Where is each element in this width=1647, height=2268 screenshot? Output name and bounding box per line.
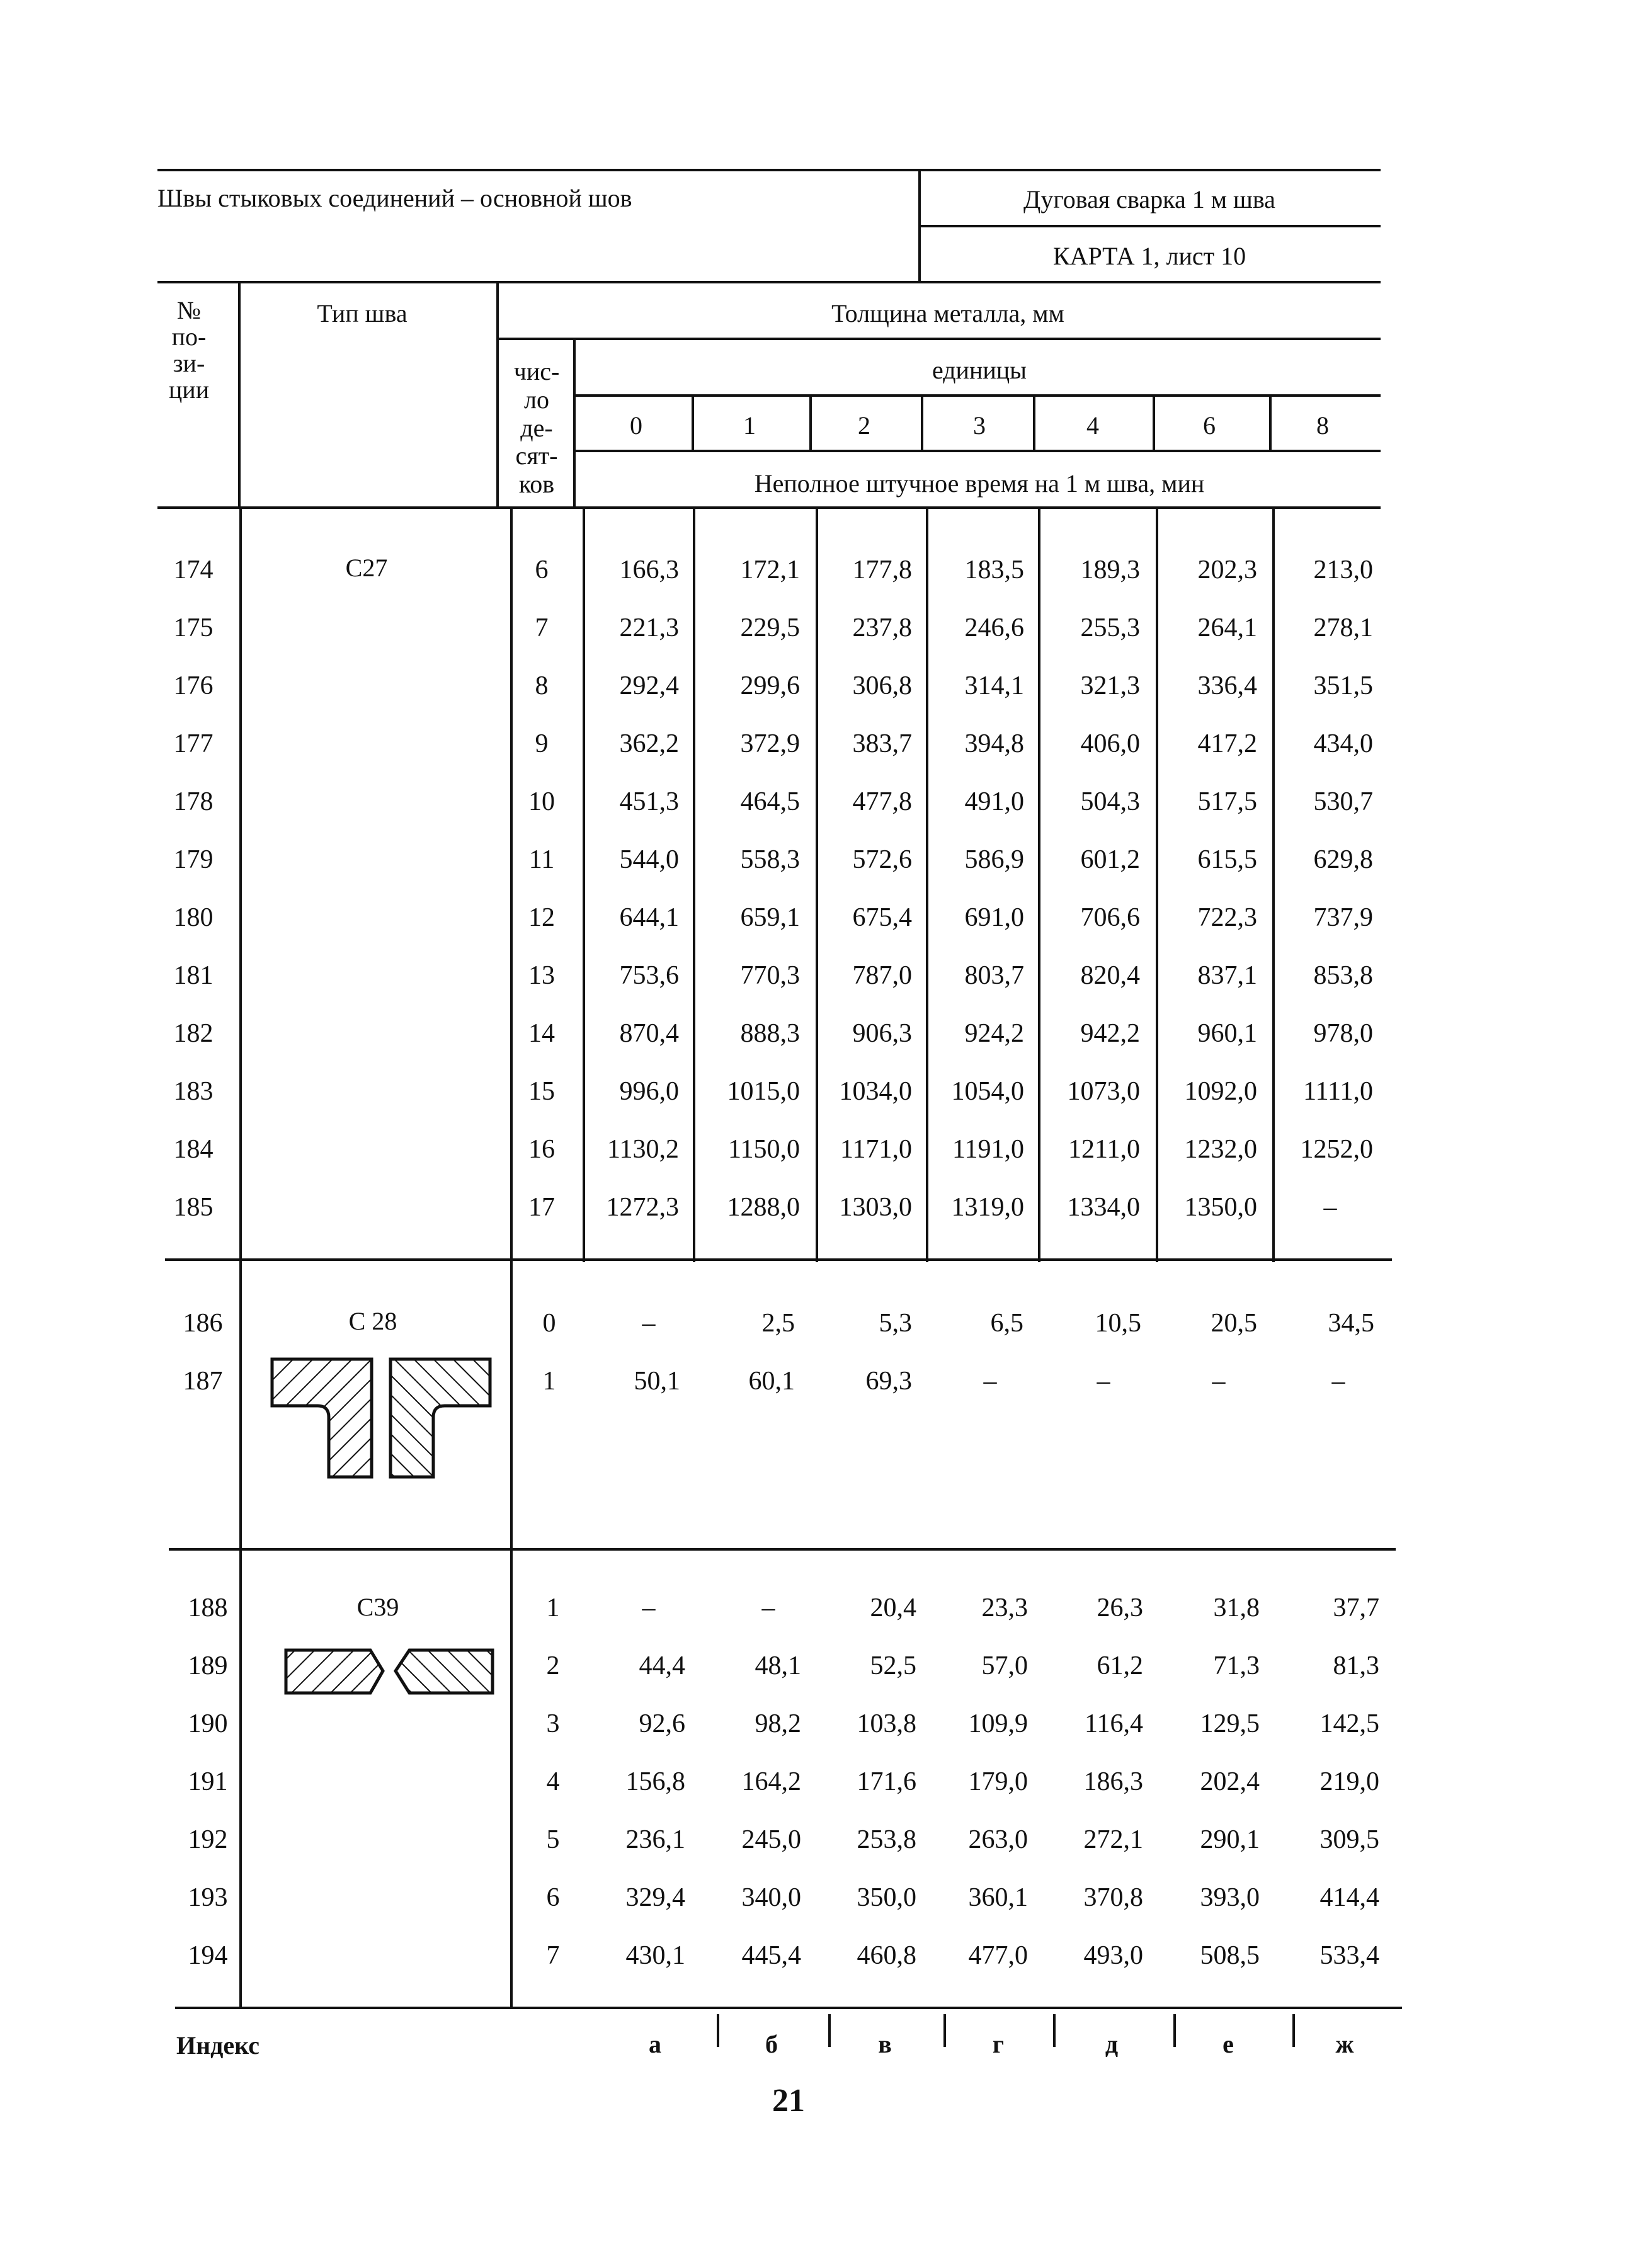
thickness-rule bbox=[496, 338, 1381, 340]
table-cell: 263,0 bbox=[968, 1825, 1028, 1854]
table-cell: 98,2 bbox=[755, 1709, 801, 1738]
table-row-pos: 185 bbox=[173, 1193, 214, 1222]
table-cell: 1350,0 bbox=[1184, 1193, 1257, 1222]
table-cell: 533,4 bbox=[1319, 1941, 1379, 1970]
header-vline-3 bbox=[573, 338, 576, 508]
body-vline-c5 bbox=[1156, 506, 1158, 1262]
table-cell: 236,1 bbox=[625, 1825, 685, 1854]
seam-type-c27: С27 bbox=[345, 554, 388, 582]
table-row-pos: 178 bbox=[173, 787, 214, 816]
table-cell: 1191,0 bbox=[952, 1135, 1024, 1164]
index-tick-5 bbox=[1173, 2014, 1176, 2047]
table-cell: 183,5 bbox=[964, 556, 1024, 584]
header-vline-7 bbox=[1033, 394, 1035, 451]
body-vline-pos bbox=[239, 506, 242, 2008]
welding-title: Дуговая сварка 1 м шва bbox=[1023, 185, 1275, 214]
table-cell: 722,3 bbox=[1197, 903, 1257, 932]
index-letter: ж bbox=[1335, 2030, 1354, 2058]
table-cell: 820,4 bbox=[1080, 961, 1140, 990]
index-tick-2 bbox=[828, 2014, 831, 2047]
table-cell: 351,5 bbox=[1313, 671, 1373, 700]
index-letter: в bbox=[878, 2030, 892, 2058]
index-letter: д bbox=[1105, 2030, 1119, 2058]
table-row-pos: 179 bbox=[173, 845, 214, 874]
table-cell: 81,3 bbox=[1333, 1651, 1379, 1680]
body-vline-c4 bbox=[1038, 506, 1040, 1262]
table-row-pos: 180 bbox=[173, 903, 214, 932]
table-cell: 272,1 bbox=[1083, 1825, 1143, 1854]
table-cell: 460,8 bbox=[857, 1941, 916, 1970]
card-label: КАРТА 1, лист 10 bbox=[1052, 242, 1246, 270]
table-cell: 477,8 bbox=[852, 787, 912, 816]
table-row-tens: 7 bbox=[546, 1941, 560, 1970]
unit-3: 3 bbox=[973, 411, 986, 440]
table-cell: 445,4 bbox=[741, 1941, 801, 1970]
header-vline-4 bbox=[692, 394, 694, 451]
table-row-pos: 190 bbox=[188, 1709, 228, 1738]
table-cell: 60,1 bbox=[748, 1367, 795, 1396]
table-cell: 517,5 bbox=[1197, 787, 1257, 816]
table-cell: 434,0 bbox=[1313, 729, 1373, 758]
table-cell: 278,1 bbox=[1313, 613, 1373, 642]
table-cell: 177,8 bbox=[852, 556, 912, 584]
table-cell: 659,1 bbox=[740, 903, 800, 932]
table-cell: 1171,0 bbox=[840, 1135, 912, 1164]
table-cell: 675,4 bbox=[852, 903, 912, 932]
table-cell: 530,7 bbox=[1313, 787, 1373, 816]
table-cell: 837,1 bbox=[1197, 961, 1257, 990]
header-vline-2 bbox=[496, 281, 499, 508]
index-label: Индекс bbox=[176, 2031, 259, 2060]
seam-c39-sketch-icon bbox=[282, 1643, 496, 1703]
table-cell: 1252,0 bbox=[1300, 1135, 1373, 1164]
table-row-pos: 182 bbox=[173, 1019, 214, 1048]
table-row-tens: 13 bbox=[528, 961, 555, 990]
table-cell: 142,5 bbox=[1319, 1709, 1379, 1738]
table-cell: 393,0 bbox=[1200, 1883, 1260, 1912]
table-row-tens: 8 bbox=[535, 671, 549, 700]
table-cell: 1073,0 bbox=[1067, 1077, 1140, 1106]
units-rule bbox=[573, 394, 1381, 397]
header-vline-1 bbox=[238, 281, 241, 508]
table-cell: 572,6 bbox=[852, 845, 912, 874]
table-row-pos: 194 bbox=[188, 1941, 228, 1970]
table-cell: 202,3 bbox=[1197, 556, 1257, 584]
table-row-pos: 186 bbox=[183, 1309, 223, 1338]
table-cell: 1211,0 bbox=[1068, 1135, 1140, 1164]
table-cell: 1150,0 bbox=[728, 1135, 800, 1164]
body-vline-c2 bbox=[816, 506, 818, 1262]
units-header: единицы bbox=[932, 356, 1027, 384]
table-cell: 1334,0 bbox=[1067, 1193, 1140, 1222]
table-cell: 706,6 bbox=[1080, 903, 1140, 932]
tens-header: чис- ло де- сят- ков bbox=[513, 357, 560, 499]
table-cell: 370,8 bbox=[1083, 1883, 1143, 1912]
unit-0: 0 bbox=[630, 411, 642, 440]
table-cell: 290,1 bbox=[1200, 1825, 1260, 1854]
table-cell: 383,7 bbox=[852, 729, 912, 758]
table-cell: 69,3 bbox=[865, 1367, 912, 1396]
table-cell: 1034,0 bbox=[839, 1077, 912, 1106]
table-cell: 309,5 bbox=[1319, 1825, 1379, 1854]
header-vline-9 bbox=[1269, 394, 1272, 451]
table-row-pos: 176 bbox=[173, 671, 214, 700]
table-row-tens: 6 bbox=[535, 556, 549, 584]
table-cell: 50,1 bbox=[634, 1367, 680, 1396]
table-cell: – bbox=[761, 1593, 775, 1622]
table-cell: 26,3 bbox=[1097, 1593, 1143, 1622]
section-rule-2 bbox=[169, 1548, 1396, 1551]
table-cell: 644,1 bbox=[619, 903, 679, 932]
table-cell: 299,6 bbox=[740, 671, 800, 700]
index-letter: е bbox=[1222, 2030, 1234, 2058]
header-vline-6 bbox=[921, 394, 923, 451]
table-row-tens: 12 bbox=[528, 903, 555, 932]
table-cell: 314,1 bbox=[964, 671, 1024, 700]
table-cell: 20,5 bbox=[1211, 1309, 1257, 1338]
table-row-pos: 189 bbox=[188, 1651, 228, 1680]
table-row-tens: 1 bbox=[542, 1367, 556, 1396]
table-row-tens: 16 bbox=[528, 1135, 555, 1164]
table-row-pos: 183 bbox=[173, 1077, 214, 1106]
table-cell: 6,5 bbox=[990, 1309, 1023, 1338]
table-cell: 544,0 bbox=[619, 845, 679, 874]
table-row-pos: 184 bbox=[173, 1135, 214, 1164]
table-cell: 44,4 bbox=[639, 1651, 685, 1680]
table-cell: 406,0 bbox=[1080, 729, 1140, 758]
table-cell: 996,0 bbox=[619, 1077, 679, 1106]
table-row-tens: 9 bbox=[535, 729, 549, 758]
seam-type-c39: С39 bbox=[356, 1593, 399, 1621]
table-cell: 20,4 bbox=[870, 1593, 916, 1622]
index-tick-6 bbox=[1292, 2014, 1295, 2047]
table-cell: 156,8 bbox=[625, 1767, 685, 1796]
table-cell: 960,1 bbox=[1197, 1019, 1257, 1048]
body-vline-c1 bbox=[693, 506, 695, 1262]
table-cell: 5,3 bbox=[879, 1309, 912, 1338]
body-vline-tens bbox=[583, 506, 585, 1262]
table-cell: 451,3 bbox=[619, 787, 679, 816]
table-cell: 924,2 bbox=[964, 1019, 1024, 1048]
table-cell: 31,8 bbox=[1213, 1593, 1260, 1622]
table-cell: – bbox=[1097, 1367, 1110, 1396]
table-cell: 853,8 bbox=[1313, 961, 1373, 990]
table-row-pos: 188 bbox=[188, 1593, 228, 1622]
table-cell: 1303,0 bbox=[839, 1193, 912, 1222]
table-row-pos: 191 bbox=[188, 1767, 228, 1796]
table-row-tens: 15 bbox=[528, 1077, 555, 1106]
table-row-tens: 17 bbox=[528, 1193, 555, 1222]
index-tick-3 bbox=[943, 2014, 946, 2047]
table-cell: 753,6 bbox=[619, 961, 679, 990]
table-row-tens: 4 bbox=[546, 1767, 560, 1796]
table-cell: 350,0 bbox=[857, 1883, 916, 1912]
index-letter: а bbox=[649, 2030, 661, 2058]
table-cell: 202,4 bbox=[1200, 1767, 1260, 1796]
table-cell: 245,0 bbox=[741, 1825, 801, 1854]
table-row-tens: 7 bbox=[535, 613, 549, 642]
table-cell: 1288,0 bbox=[727, 1193, 800, 1222]
table-cell: 255,3 bbox=[1080, 613, 1140, 642]
index-letter: б bbox=[765, 2030, 778, 2058]
body-vline-c6 bbox=[1272, 506, 1275, 1262]
table-cell: – bbox=[642, 1593, 656, 1622]
table-row-tens: 2 bbox=[546, 1651, 560, 1680]
table-cell: 71,3 bbox=[1213, 1651, 1260, 1680]
unit-4: 4 bbox=[1086, 411, 1099, 440]
table-row-pos: 193 bbox=[188, 1883, 228, 1912]
section-title: Швы стыковых соединений – основной шов bbox=[157, 184, 632, 212]
unit-8: 8 bbox=[1316, 411, 1329, 440]
table-cell: 10,5 bbox=[1095, 1309, 1141, 1338]
table-cell: 586,9 bbox=[964, 845, 1024, 874]
table-cell: 558,3 bbox=[740, 845, 800, 874]
table-row-tens: 11 bbox=[528, 845, 555, 874]
header-vline-8 bbox=[1153, 394, 1155, 451]
table-row-tens: 1 bbox=[546, 1593, 560, 1622]
table-row-tens: 0 bbox=[542, 1309, 556, 1338]
table-cell: 787,0 bbox=[852, 961, 912, 990]
table-cell: 246,6 bbox=[964, 613, 1024, 642]
table-cell: 803,7 bbox=[964, 961, 1024, 990]
table-cell: 23,3 bbox=[981, 1593, 1028, 1622]
table-cell: 493,0 bbox=[1083, 1941, 1143, 1970]
table-cell: 264,1 bbox=[1197, 613, 1257, 642]
table-cell: 770,3 bbox=[740, 961, 800, 990]
table-cell: 179,0 bbox=[968, 1767, 1028, 1796]
table-cell: 1272,3 bbox=[606, 1193, 679, 1222]
table-cell: 360,1 bbox=[968, 1883, 1028, 1912]
seam-type-c28: С 28 bbox=[348, 1307, 397, 1335]
index-letter: г bbox=[992, 2030, 1005, 2058]
table-cell: 2,5 bbox=[761, 1309, 795, 1338]
table-cell: 61,2 bbox=[1097, 1651, 1143, 1680]
thickness-header: Толщина металла, мм bbox=[831, 299, 1064, 328]
table-cell: 1111,0 bbox=[1303, 1077, 1373, 1106]
table-cell: 92,6 bbox=[639, 1709, 685, 1738]
unit-2: 2 bbox=[858, 411, 870, 440]
table-row-pos: 187 bbox=[183, 1367, 223, 1396]
section-rule-1 bbox=[165, 1258, 1392, 1261]
table-cell: 477,0 bbox=[968, 1941, 1028, 1970]
title-mid-rule bbox=[918, 225, 1381, 227]
table-cell: 1054,0 bbox=[951, 1077, 1024, 1106]
table-cell: 394,8 bbox=[964, 729, 1024, 758]
table-cell: 1130,2 bbox=[607, 1135, 679, 1164]
table-row-pos: 192 bbox=[188, 1825, 228, 1854]
table-cell: 221,3 bbox=[619, 613, 679, 642]
top-rule bbox=[157, 169, 1381, 171]
table-cell: 504,3 bbox=[1080, 787, 1140, 816]
table-cell: 464,5 bbox=[740, 787, 800, 816]
unit-6: 6 bbox=[1203, 411, 1216, 440]
table-cell: – bbox=[1323, 1193, 1337, 1222]
table-row-pos: 174 bbox=[173, 556, 214, 584]
table-cell: 213,0 bbox=[1313, 556, 1373, 584]
table-cell: 601,2 bbox=[1080, 845, 1140, 874]
table-row-tens: 10 bbox=[528, 787, 555, 816]
time-subtitle: Неполное штучное время на 1 м шва, мин bbox=[754, 469, 1205, 498]
table-cell: 103,8 bbox=[857, 1709, 916, 1738]
header-vline-5 bbox=[809, 394, 812, 451]
table-cell: 1015,0 bbox=[727, 1077, 800, 1106]
page-number: 21 bbox=[772, 2083, 805, 2119]
table-cell: 691,0 bbox=[964, 903, 1024, 932]
table-cell: 978,0 bbox=[1313, 1019, 1373, 1048]
table-cell: 1092,0 bbox=[1184, 1077, 1257, 1106]
table-cell: 414,4 bbox=[1319, 1883, 1379, 1912]
table-row-pos: 177 bbox=[173, 729, 214, 758]
table-cell: 417,2 bbox=[1197, 729, 1257, 758]
table-cell: 942,2 bbox=[1080, 1019, 1140, 1048]
table-cell: 219,0 bbox=[1319, 1767, 1379, 1796]
index-tick-1 bbox=[717, 2014, 719, 2047]
table-cell: 508,5 bbox=[1200, 1941, 1260, 1970]
table-cell: 52,5 bbox=[870, 1651, 916, 1680]
table-cell: 321,3 bbox=[1080, 671, 1140, 700]
header-bottom-rule bbox=[157, 506, 1381, 509]
table-cell: 336,4 bbox=[1197, 671, 1257, 700]
table-cell: 615,5 bbox=[1197, 845, 1257, 874]
table-cell: 171,6 bbox=[857, 1767, 916, 1796]
table-cell: 1232,0 bbox=[1184, 1135, 1257, 1164]
table-cell: 57,0 bbox=[981, 1651, 1028, 1680]
table-cell: – bbox=[642, 1309, 656, 1338]
table-row-tens: 5 bbox=[546, 1825, 560, 1854]
seam-c28-sketch-icon bbox=[265, 1348, 498, 1486]
table-cell: 870,4 bbox=[619, 1019, 679, 1048]
table-cell: 37,7 bbox=[1333, 1593, 1379, 1622]
table-row-tens: 3 bbox=[546, 1709, 560, 1738]
table-cell: 48,1 bbox=[755, 1651, 801, 1680]
header-top-rule bbox=[157, 281, 1381, 283]
table-cell: 237,8 bbox=[852, 613, 912, 642]
table-cell: 329,4 bbox=[625, 1883, 685, 1912]
body-vline-type bbox=[510, 506, 513, 2008]
table-row-tens: 14 bbox=[528, 1019, 555, 1048]
index-tick-4 bbox=[1053, 2014, 1056, 2047]
table-cell: 116,4 bbox=[1085, 1709, 1143, 1738]
table-cell: 34,5 bbox=[1328, 1309, 1374, 1338]
table-cell: 629,8 bbox=[1313, 845, 1373, 874]
table-cell: 430,1 bbox=[625, 1941, 685, 1970]
table-cell: 186,3 bbox=[1083, 1767, 1143, 1796]
table-cell: 253,8 bbox=[857, 1825, 916, 1854]
table-row-pos: 181 bbox=[173, 961, 214, 990]
table-cell: 164,2 bbox=[741, 1767, 801, 1796]
table-row-pos: 175 bbox=[173, 613, 214, 642]
table-cell: 906,3 bbox=[852, 1019, 912, 1048]
table-cell: 129,5 bbox=[1200, 1709, 1260, 1738]
table-cell: 737,9 bbox=[1313, 903, 1373, 932]
table-cell: 189,3 bbox=[1080, 556, 1140, 584]
bottom-rule bbox=[175, 2007, 1402, 2009]
position-header: № по- зи- ции bbox=[168, 296, 210, 404]
table-cell: 166,3 bbox=[619, 556, 679, 584]
body-vline-c3 bbox=[926, 506, 928, 1262]
table-cell: 362,2 bbox=[619, 729, 679, 758]
table-cell: 172,1 bbox=[740, 556, 800, 584]
table-cell: 1319,0 bbox=[951, 1193, 1024, 1222]
table-cell: 888,3 bbox=[740, 1019, 800, 1048]
table-cell: 491,0 bbox=[964, 787, 1024, 816]
type-header: Тип шва bbox=[317, 299, 407, 328]
table-cell: – bbox=[983, 1367, 997, 1396]
table-cell: 372,9 bbox=[740, 729, 800, 758]
table-cell: 292,4 bbox=[619, 671, 679, 700]
table-row-tens: 6 bbox=[546, 1883, 560, 1912]
table-cell: 109,9 bbox=[968, 1709, 1028, 1738]
table-cell: – bbox=[1331, 1367, 1345, 1396]
table-cell: 229,5 bbox=[740, 613, 800, 642]
unit-values-rule bbox=[573, 450, 1381, 452]
table-cell: 306,8 bbox=[852, 671, 912, 700]
table-cell: 340,0 bbox=[741, 1883, 801, 1912]
table-cell: – bbox=[1212, 1367, 1226, 1396]
unit-1: 1 bbox=[743, 411, 756, 440]
